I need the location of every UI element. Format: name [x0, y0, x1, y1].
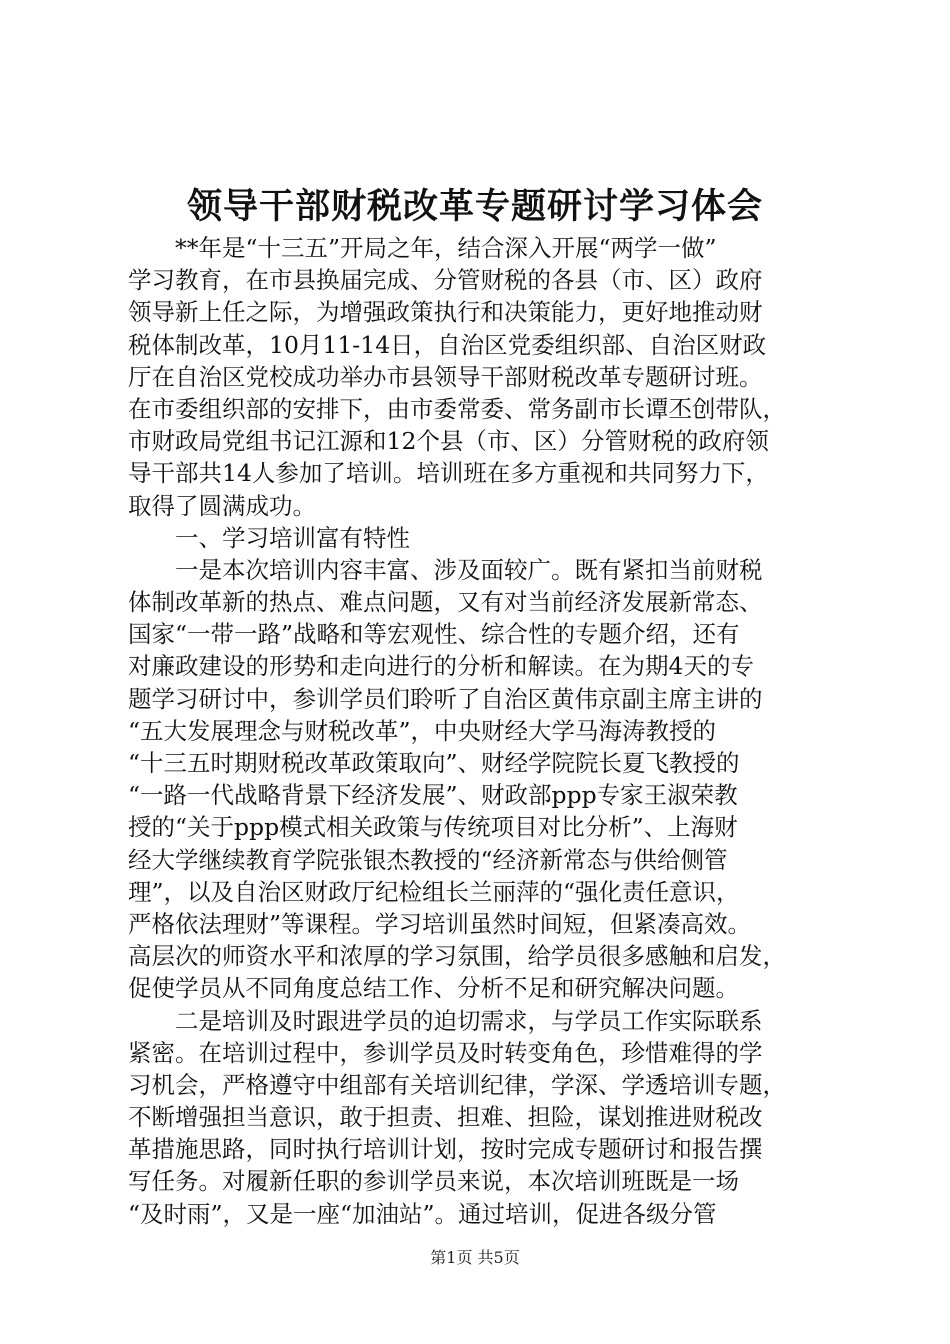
body-line: 二是培训及时跟进学员的迫切需求，与学员工作实际联系	[128, 1006, 763, 1035]
body-line: “十三五时期财税改革政策取向”、财经学院院长夏飞教授的	[128, 749, 740, 777]
body-line: 导干部共14人参加了培训。培训班在多方重视和共同努力下，	[128, 459, 769, 488]
body-line: 一是本次培训内容丰富、涉及面较广。既有紧扣当前财税	[128, 555, 763, 584]
body-line: 理”，以及自治区财政厅纪检组长兰丽萍的“强化责任意识，	[128, 877, 740, 906]
body-line: **年是“十三五”开局之年，结合深入开展“两学一做”	[128, 234, 717, 262]
body-line: 严格依法理财”等课程。学习培训虽然时间短，但紧凑高效。	[128, 909, 752, 938]
body-line: 领导新上任之际，为增强政策执行和决策能力，更好地推动财	[128, 298, 763, 327]
body-line: 税体制改革，10月11-14日，自治区党委组织部、自治区财政	[128, 330, 767, 359]
body-line: 体制改革新的热点、难点问题，又有对当前经济发展新常态、	[128, 588, 763, 617]
body-line: 习机会，严格遵守中组部有关培训纪律，学深、学透培训专题，	[128, 1070, 786, 1099]
body-line: “一路一代战略背景下经济发展”、财政部ppp专家王淑荣教	[128, 781, 738, 810]
page-number: 第1页 共5页	[430, 1248, 520, 1267]
document-body	[128, 232, 844, 1230]
body-line: “及时雨”，又是一座“加油站”。通过培训，促进各级分管	[128, 1199, 717, 1228]
body-line: “五大发展理念与财税改革”，中央财经大学马海涛教授的	[128, 716, 717, 745]
body-line: 取得了圆满成功。	[128, 491, 316, 520]
document-title: 领导干部财税改革专题研讨学习体会	[186, 186, 763, 227]
body-line: 题学习研讨中，参训学员们聆听了自治区黄伟京副主席主讲的	[128, 684, 763, 713]
body-line: 经大学继续教育学院张银杰教授的“经济新常态与供给侧管	[128, 845, 728, 874]
body-line: 国家“一带一路”战略和等宏观性、综合性的专题介绍，还有	[128, 620, 740, 649]
body-line: 不断增强担当意识，敢于担责、担难、担险，谋划推进财税改	[128, 1103, 763, 1132]
body-line: 厅在自治区党校成功举办市县领导干部财税改革专题研讨班。	[128, 362, 763, 391]
section-heading: 一、学习培训富有特性	[128, 523, 410, 552]
body-line: 在市委组织部的安排下，由市委常委、常务副市长谭丕创带队，	[128, 394, 786, 423]
body-line: 市财政局党组书记江源和12个县（市、区）分管财税的政府领	[128, 427, 769, 456]
body-line: 对廉政建设的形势和走向进行的分析和解读。在为期4天的专	[128, 652, 754, 681]
body-line: 高层次的师资水平和浓厚的学习氛围，给学员很多感触和启发，	[128, 942, 786, 971]
body-line: 紧密。在培训过程中，参训学员及时转变角色，珍惜难得的学	[128, 1038, 763, 1067]
body-line: 写任务。对履新任职的参训学员来说，本次培训班既是一场	[128, 1167, 739, 1196]
body-line: 授的“关于ppp模式相关政策与传统项目对比分析”、上海财	[128, 813, 738, 842]
body-line: 革措施思路，同时执行培训计划，按时完成专题研讨和报告撰	[128, 1135, 763, 1164]
body-line: 学习教育，在市县换届完成、分管财税的各县（市、区）政府	[128, 266, 763, 295]
body-line: 促使学员从不同角度总结工作、分析不足和研究解决问题。	[128, 974, 739, 1003]
